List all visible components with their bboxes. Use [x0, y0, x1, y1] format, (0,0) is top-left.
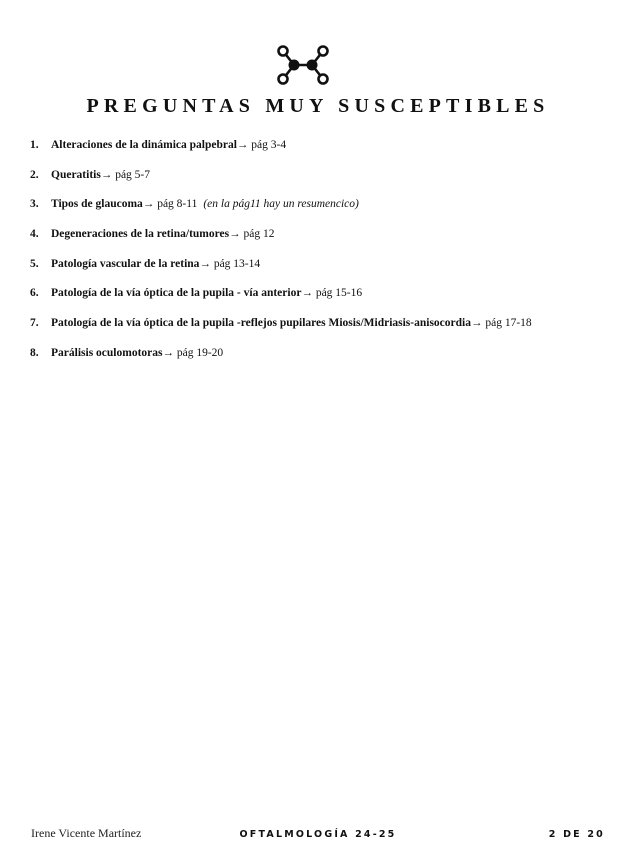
- item-topic: Queratitis: [51, 168, 101, 181]
- item-pages: → pág 13-14: [199, 257, 261, 270]
- list-item: [30, 249, 630, 279]
- item-topic: Degeneraciones de la retina/tumores: [51, 227, 230, 240]
- list-item: [30, 308, 630, 338]
- list-item: [30, 189, 630, 219]
- page-title: PREGUNTAS MUY SUSCEPTIBLES: [86, 95, 550, 117]
- item-topic: Tipos de glaucoma: [51, 198, 143, 211]
- item-topic: Patología de la vía óptica de la pupila -reflejos pupilares Miosis/Midriasis-anisocordia: [51, 316, 471, 329]
- item-pages: → pág 5-7: [100, 168, 151, 181]
- item-topic: Alteraciones de la dinámica palpebral: [51, 138, 237, 151]
- molecule-network-icon: [276, 43, 330, 87]
- list-item: [30, 338, 630, 368]
- list-item: [30, 278, 630, 308]
- item-number: 4.: [30, 227, 39, 240]
- item-number: 3.: [30, 198, 39, 211]
- page-number: 2 DE 20: [548, 829, 605, 840]
- item-note: (en la pág11 hay un resumencico): [203, 198, 359, 211]
- item-topic: Parálisis oculomotoras: [51, 346, 163, 359]
- list-item: [30, 219, 630, 249]
- footer-author: Irene Vicente Martínez: [31, 826, 142, 840]
- item-pages: → pág 3-4: [236, 138, 287, 151]
- item-pages: → pág 15-16: [301, 287, 363, 300]
- item-number: 8.: [30, 346, 39, 359]
- item-pages: → pág 12: [229, 227, 275, 240]
- list-item: [30, 130, 630, 160]
- item-number: 5.: [30, 257, 39, 270]
- item-pages: → pág 17-18: [470, 316, 532, 329]
- item-number: 1.: [30, 138, 39, 151]
- item-topic: Patología vascular de la retina: [51, 257, 200, 270]
- item-number: 2.: [30, 168, 39, 181]
- topic-list: [30, 130, 630, 368]
- item-pages: → pág 19-20: [162, 346, 224, 359]
- list-item: [30, 160, 630, 190]
- item-number: 6.: [30, 287, 39, 300]
- item-topic: Patología de la vía óptica de la pupila - vía anterior: [51, 287, 302, 300]
- footer-subject: OFTALMOLOGÍA 24-25: [239, 829, 397, 840]
- item-number: 7.: [30, 316, 39, 329]
- item-pages: → pág 8-11: [142, 198, 198, 211]
